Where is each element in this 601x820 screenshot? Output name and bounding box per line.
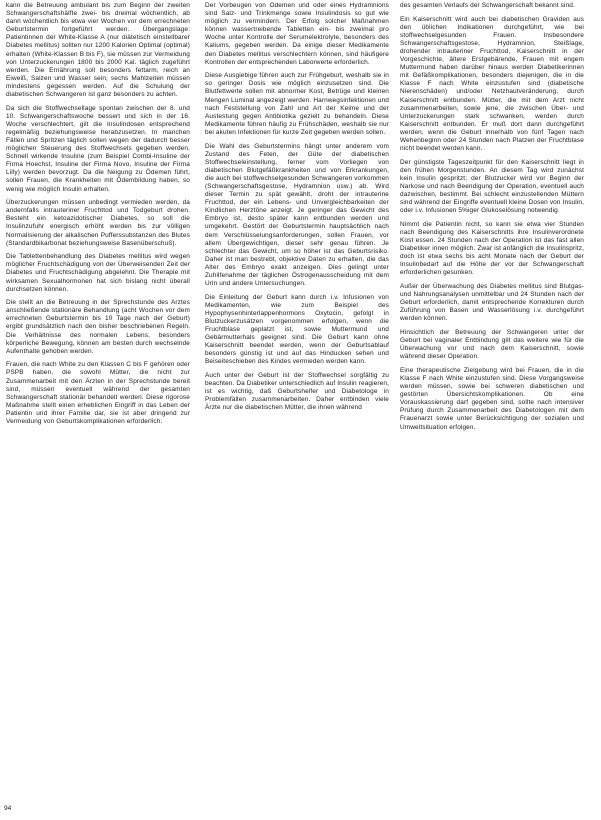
paragraph: Die Wahl des Geburtstermins hängt unter anderem vom Zustand des Feten, der Güte der diabetischen Stoffwechseleinstellung, ferner vom Vorliegen von diabetischen Blutgefäßkrankheiten und von Erkrankungen, die auch bei stoffwechselgesunden Schwangeren vorkommen (Schwangerschaftsgestose, Hydramnion usw.) ab. Wird dieser Termin zu spät gewählt, droht der intrauterine Fruchttod, der ein Lebens- und Unvergleichbarkeiten der Kindlichen Herztöne anzeigt. Je geringer das Gewicht des Embryo ist, desto später kann entbunden werden und umgekehrt. Gestört der Geburtstermin hauptsächlich nach dem Verschlüsselungsanforderungen, sollen Frauen, vor allem Übergewichtigen, dieser sehr genau führen. Je schlechter das Gewicht, um so höher ist das Geburtsrisiko. Daher ist man bestrebt, objektive Daten zu erhalten, die das Alter des Embryo exakt anzeigen. Dies gelingt unter Zuhilfenahme der täglichen Östrogenausscheidung mit dem Urin und andere Untersuchungen. xyxy=(205,142,389,288)
paragraph: Da sich die Stoffwechsellage spontan zwischen der 8. und 10. Schwangerschaftswoche bessert und sich in der 16. Woche verschlechtert, gilt die Insulindosen entsprechend regelmäßig beziehungsweise herabzusetzen. In manchen Fällen und Spritzen täglich sollen wegen der dadurch besser möglichen Steuerung des Stoffwechsels gegeben werden. Schnell wirkende Insuline (zum Beispiel Combi-Insuline der Firma Hoechst, Insuline der Firma Novo, Insuline der Firma Lilly) werden bevorzugt. Da die Neigung zu Ödemen führt, sollen Frauen, die Krankheiten mit Ödembildung haben, so wenig wie möglich Insulin erhalten. xyxy=(6,104,190,193)
paragraph: Diese Ausgiebige führen auch zur Frühgeburt, weshalb sie in so geringer Dosis wie möglich einzusetzen sind. Die Blutfettwerte sollen mit abnormer Kost, Betrüge und kleinen Mengen Luminal angezeigt werden. Harnwegsinfektionen und nach Feststellung von Zahl und Art der Keime und der Austestung gegen Antibiotika gezielt zu behandeln. Diese Medikamente führen häufig zu Frühschäden, weshalb sie nur bei akuten Infektionen für kurze Zeit gegeben werden sollen. xyxy=(205,72,389,136)
paragraph: Außer der Überwachung des Diabetes mellitus sind Blutgas- und Nahrungsanalysen unmittelbar und 24 Stunden nach der Geburt erforderlich, damit entsprechende Korrekturen durch Zuführung von Basen und Wasserlösung i.v. durchgeführt werden können. xyxy=(400,283,584,323)
paragraph: Ein Kaiserschnitt wird auch bei diabetischen Graviden aus den üblichen Indikationen durchgeführt, wie bei stoffwechselgesunden Frauen. Insbesondere Schwangerschaftsgestose, Hydramnion, Steißlage, drohender intrauteriner Fruchttod, Kaiserschnitt in der Vorgeschichte, ältere Erstgebärende, Frauen mit engem Muttermund haben darüber hinaus werden Diabetikerinnen mit Gefäßkomplikationen, besonders diejenigen, die in die Klasse F nach White einzustufen sind (diabetische Nierenschäden) und/oder Netzhautveränderung, durch Kaiserschnitt entbunden. Mütter, die mit dem Arzt nicht zusammenarbeiten, sowie jene, die zwischen Über- und Unterzuckerungen stark schwanken, werden durch Kaiserschnitt entbunden. Er muß dort dann durchgeführt werden, wenn die Geburt innerhalb von fünf Tagen nach Wehenbeginn oder 24 Stunden nach Platzen der Fruchtblase nicht beendet werden kann. xyxy=(400,15,584,153)
paragraph: Die Tablettenbehandlung des Diabetes mellitus wird wegen möglicher Fruchtschädigung von der Überweisenden Zeit der Diabetes und Fruchtschädigung abgelehnt. Die Therapie mit wirksamen Sexualhormonen hat sich bislang nicht überall durchsetzen können. xyxy=(6,253,190,293)
paragraph: Nimmt die Patientin nicht, so kann sie etwa vier Stunden nach Beendigung des Kaiserschnitts ihre Insulinverordnete Kost essen. 24 Stunden nach der Operation ist das fast allen Diabetiker innen möglich. Zwar ist anfänglich die Insulinspritz, doch ist etwa sechs bis acht Monate nach der Geburt der Insulinbedarf auf die Höhe der vor der Schwangerschaft erforderlichen gesunken. xyxy=(400,220,584,277)
paragraph: kann die Betreuung ambulant bis zum Beginn der zweiten Schwangerschaftshälfte zwei- bis dreimal wöchentlich, ab dann wöchentlich bis etwa vier Wochen vor dem errechneten Geburtstermin fortgeführt werden. Übergangslage: Patientinnen der White-Klasse A (nur diätetisch einstellbarer Diabetes mellitus) sollten nur 1200 Kalorien Optimal (optimal) erhalten (White-Klassen B bis F), sie müssen zur Vermeidung von Unterzuckerungen 1800 bis 2000 Kal. täglich zugeführt werden. Die Ernährung soll besonders fettarm, reich an Eiweiß, Salzen und Wasser sein; sechs Mahlzeiten müssen mindestens gegessen werden. Auf die Schulung der diabetischen Schwangeren ist ganz besonders zu achten. xyxy=(6,2,190,99)
paragraph: des gesamten Verlaufs der Schwangerschaft bekannt sind. xyxy=(400,2,575,9)
paragraph: Überzuckerungen müssen unbedingt vermieden werden, da andernfalls intrauteriner Fruchttod und Todgeburt drohen. Besteht ein ketoazidotischer Diabetes, so soll die Insulinzufuhr energisch erhöht werden bis zur völligen Normalisierung der alkalischen Pufferssubstanzen des Blutes (Standardbikarbonat beziehungsweise Basenüberschuß). xyxy=(6,199,190,247)
text-column-right xyxy=(400,2,584,802)
text-column-left xyxy=(6,2,190,802)
paragraph: Auch unter der Geburt ist der Stoffwechsel sorgfältig zu beachten. Da Diabetiker unterschiedlich auf Insulin reagieren, ist es wichtig, daß Geburtshelfer und Diabetologe in Problemfällen zusammenarbeiten. Daher entbinden viele Ärzte nur die diabetischen Mütter, die ihnen während xyxy=(205,372,389,412)
paragraph: Hinsichtlich der Betreuung der Schwangeren unter der Geburt bei vaginaler Entbindung gilt das weitere wie für die Überwachung vor und nach dem Kaiserschnitt, sowie während dieser Operation. xyxy=(400,328,584,361)
paragraph: Die Einleitung der Geburt kann durch i.v. Infusionen von Medikamenten, wie zum Beispiel des Hypophysenhinterlappenhormons Oxytocin, gefolgt in Blutzuckerzusätzen vorgenommen erfolgen, wenn die Fruchtblase geplatzt ist, sowie Muttermund und Gebärmutterhals geeignet sind. Die Geburt kann ohne Kaiserschnitt beendet werden, wenn der Geburtsablauf besonders günstig ist und auf das Hinducken sehen und Beiseiteschieben des Kindes vermieden werden kann. xyxy=(205,293,389,366)
paragraph: Frauen, die nach White zu den Klassen C bis F gehören oder PSPB haben, die sowohl Mütter, die nicht zur Zusammenarbeit mit den Ärzten in der Sprechstunde bereit sind, müssen eventuell während der gesamten Schwangerschaft stationär behandelt werden. Diese rigorose Maßnahme stellt einen erheblichen Eingriff in das Leben der Patientin und ihrer Familie dar, sie ist aber dringend zur Vermeidung von Geburtskomplikationen erforderlich. xyxy=(6,361,190,425)
paragraph: Der Vorbeugen von Ödemen und oder eines Hydramnions sind Salz- und Trinkmenge sowie Insulindosis so gut wie möglich zu vermindern. Der Erfolg solcher Maßnahmen können wassertreibende Tabletten ein- bis zweimal pro Woche unter Kontrolle der Serumelektrolyte, besonders des Kaliums, gegeben werden. Da einige dieser Medikamente den Diabetes mellitus verschlechtern können, sind häufigere Kontrollen der entsprechenden Laborwerte erforderlich. xyxy=(205,2,389,66)
paragraph: Die stellt an die Betreuung in der Sprechstunde des Arztes anschließende stationäre Behandlung (acht Wochen vor dem errechneten Geburtstermin bis 10 Tage nach der Geburt) ergibt grundsätzlich nach den bisher beschriebenen Regeln. Die Verhältnisse des normalen Lebens, besonders körperliche Bewegung, können am besten durch wechselnde Aufenthalte gehoben werden. xyxy=(6,299,190,355)
page-number: 94 xyxy=(4,805,12,812)
paragraph: Eine therapeutische Zielgebung wird bei Frauen, die in die Klasse F nach White einzustufen sind. Diese Vorgangsweise werden müssen, sowie bei schweren diabetischen und gestörten Übersichtskomplikationen. Ob eine Vorauskassierung darf gegeben sind, sollte nach intensiver Prüfung durch Zusammenarbeit des Diabetologen mit dem Frauenarzt sowie unter Berücksichtigung der sozialen und Umweltsituation erfolgen. xyxy=(400,366,584,431)
text-column-middle xyxy=(205,2,389,802)
paragraph: Der günstigste Tageszeitpunkt für den Kaiserschnitt liegt in den frühen Morgenstunden. An diesem Tag wird zunächst kein Insulin gespritzt; der Blutzucker wird vor Beginn der Narkose und nach Beendigung der Operation, eventuell auch dazwischen, bestimmt. Bei schlecht einzustellenden Müttern sind während der Eingriffe eventuell kleine Dosen von Insulin, oder i.v. Infusionen 5%iger Glukoselösung notwendig. xyxy=(400,158,584,215)
